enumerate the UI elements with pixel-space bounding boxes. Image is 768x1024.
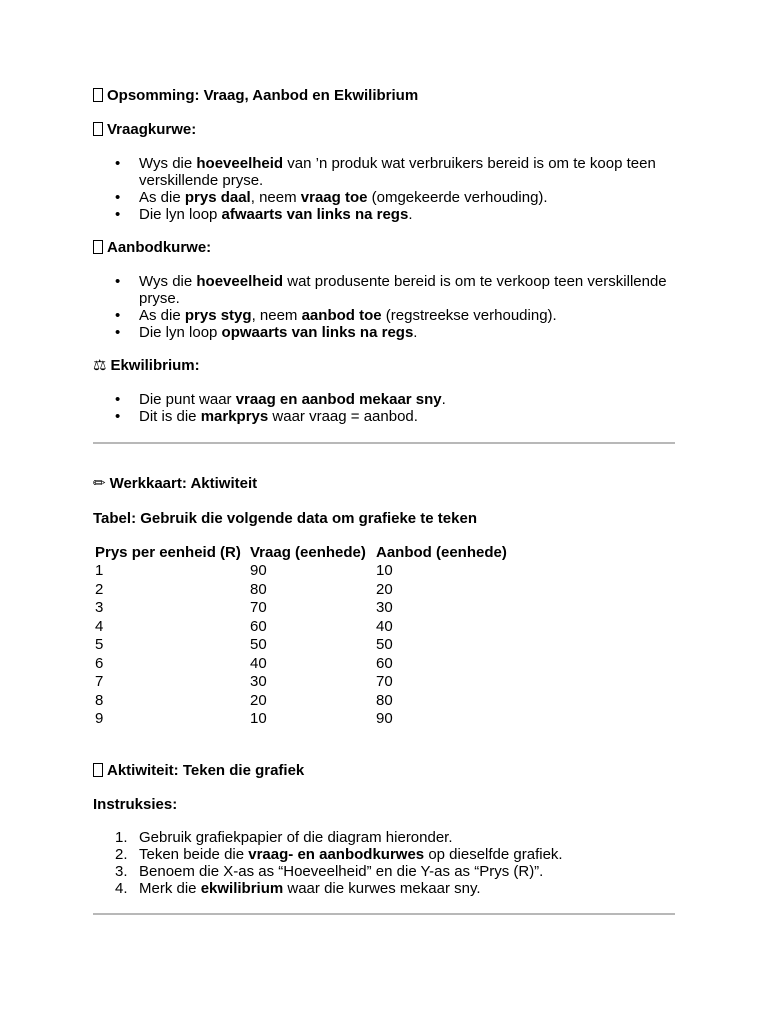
bold-text: opwaarts van links na regs bbox=[221, 324, 414, 341]
table-cell: 3 bbox=[95, 599, 104, 616]
column-header: Prys per eenheid (R) bbox=[95, 544, 241, 561]
table-cell: 80 bbox=[250, 580, 267, 598]
missing-glyph-icon bbox=[93, 88, 103, 102]
list-item bbox=[93, 189, 676, 206]
bold-text: prys styg bbox=[184, 307, 252, 324]
table-cell: 30 bbox=[250, 673, 267, 690]
table-cell: 2 bbox=[95, 580, 104, 598]
table-row bbox=[93, 673, 514, 692]
text: Wys die bbox=[139, 273, 197, 290]
missing-glyph-icon bbox=[93, 240, 103, 254]
text: Gebruik grafiekpapier of die diagram hieronder. bbox=[139, 829, 453, 846]
data-table bbox=[93, 543, 514, 729]
table-cell: 4 bbox=[95, 617, 104, 635]
table-cell: 10 bbox=[376, 562, 393, 579]
item-number: 3. bbox=[115, 863, 128, 880]
worksheet-title: ✏ Werkkaart: Aktiwiteit bbox=[93, 475, 258, 492]
instructions-list bbox=[93, 829, 676, 897]
text: Die lyn loop bbox=[139, 206, 222, 223]
text: Merk die bbox=[139, 880, 201, 897]
text: As die bbox=[139, 307, 185, 324]
bold-text: markprys bbox=[200, 408, 269, 425]
table-row bbox=[93, 710, 514, 729]
table-cell: 70 bbox=[250, 599, 267, 616]
instruction-item bbox=[93, 846, 676, 863]
table-cell: 40 bbox=[250, 654, 267, 672]
instructions-heading: Instruksies: bbox=[93, 796, 178, 813]
text: Dit is die bbox=[139, 408, 201, 425]
text: Teken beide die bbox=[139, 846, 249, 863]
text: (regstreekse verhouding). bbox=[381, 307, 557, 324]
table-cell: 7 bbox=[95, 673, 104, 690]
text: Wys die bbox=[139, 155, 197, 172]
table-row bbox=[93, 692, 514, 711]
table-cell: 70 bbox=[376, 673, 393, 690]
table-cell: 50 bbox=[376, 636, 393, 653]
table-cell: 20 bbox=[376, 580, 393, 598]
text: . bbox=[441, 391, 446, 408]
missing-glyph-icon bbox=[93, 122, 103, 136]
summary-title: Opsomming: Vraag, Aanbod en Ekwilibrium bbox=[93, 87, 418, 105]
list-item bbox=[93, 206, 676, 223]
item-number: 2. bbox=[115, 846, 128, 863]
list-item bbox=[93, 273, 676, 307]
bold-text: ekwilibrium bbox=[200, 880, 284, 897]
table-row bbox=[93, 655, 514, 674]
table-cell: 10 bbox=[250, 710, 267, 727]
table-row bbox=[93, 581, 514, 600]
bold-text: vraag toe bbox=[300, 189, 368, 206]
text: waar vraag = aanbod. bbox=[268, 408, 418, 425]
text: wat produsente bereid is om te verkoop teen verskillende pryse. bbox=[139, 273, 667, 307]
equilibrium-list bbox=[93, 391, 676, 425]
list-item bbox=[93, 155, 676, 189]
text: Benoem die X-as as “Hoeveelheid” en die Y-as as “Prys (R)”. bbox=[139, 863, 544, 880]
bold-text: aanbod toe bbox=[301, 307, 382, 324]
demand-heading: Vraagkurwe: bbox=[93, 121, 196, 139]
instruction-item bbox=[93, 863, 676, 880]
column-header: Aanbod (eenhede) bbox=[376, 544, 507, 561]
table-cell: 1 bbox=[95, 562, 104, 579]
text: (omgekeerde verhouding). bbox=[367, 189, 548, 206]
missing-glyph-icon bbox=[93, 763, 103, 777]
table-row bbox=[93, 599, 514, 618]
table-row bbox=[93, 636, 514, 655]
item-number: 1. bbox=[115, 829, 128, 846]
table-cell: 90 bbox=[250, 562, 267, 579]
table-cell: 6 bbox=[95, 654, 104, 672]
equilibrium-heading: ⚖ Ekwilibrium: bbox=[93, 357, 200, 374]
text: van ’n produk wat verbruikers bereid is om te koop teen verskillende pryse. bbox=[139, 155, 656, 189]
bold-text: prys daal bbox=[184, 189, 251, 206]
table-cell: 50 bbox=[250, 636, 267, 653]
item-number: 4. bbox=[115, 880, 128, 897]
text: waar die kurwes mekaar sny. bbox=[283, 880, 481, 897]
text: Die punt waar bbox=[139, 391, 236, 408]
table-cell: 90 bbox=[376, 710, 393, 727]
text: , neem bbox=[251, 307, 302, 324]
text: . bbox=[413, 324, 418, 341]
table-cell: 5 bbox=[95, 636, 104, 653]
scales-icon: ⚖ bbox=[93, 357, 107, 374]
table-cell: 30 bbox=[376, 599, 393, 616]
list-item bbox=[93, 391, 676, 408]
demand-list bbox=[93, 155, 676, 223]
bold-text: hoeveelheid bbox=[196, 155, 284, 172]
table-row bbox=[93, 618, 514, 637]
table-cell: 80 bbox=[376, 691, 393, 709]
column-header: Vraag (eenhede) bbox=[250, 544, 366, 561]
bold-text: hoeveelheid bbox=[196, 273, 284, 290]
text: As die bbox=[139, 189, 185, 206]
text: Die lyn loop bbox=[139, 324, 222, 341]
text: op dieselfde grafiek. bbox=[424, 846, 563, 863]
instruction-item bbox=[93, 880, 676, 897]
text: , neem bbox=[250, 189, 301, 206]
divider bbox=[93, 913, 675, 915]
table-cell: 9 bbox=[95, 710, 104, 727]
activity-title: Aktiwiteit: Teken die grafiek bbox=[93, 762, 304, 780]
supply-list bbox=[93, 273, 676, 341]
table-body bbox=[93, 562, 514, 729]
instruction-item bbox=[93, 829, 676, 846]
text: . bbox=[408, 206, 413, 223]
table-cell: 60 bbox=[250, 617, 267, 635]
table-title: Tabel: Gebruik die volgende data om grafieke te teken bbox=[93, 510, 477, 527]
bold-text: vraag- en aanbodkurwes bbox=[248, 846, 425, 863]
table-row bbox=[93, 562, 514, 581]
divider bbox=[93, 442, 675, 444]
pencil-icon: ✏ bbox=[93, 475, 106, 492]
table-cell: 40 bbox=[376, 617, 393, 635]
table-cell: 60 bbox=[376, 654, 393, 672]
list-item bbox=[93, 307, 676, 324]
bold-text: vraag en aanbod mekaar sny bbox=[235, 391, 442, 408]
supply-heading: Aanbodkurwe: bbox=[93, 239, 211, 257]
table-cell: 8 bbox=[95, 691, 104, 709]
list-item bbox=[93, 408, 676, 425]
bold-text: afwaarts van links na regs bbox=[221, 206, 409, 223]
table-header-row bbox=[93, 543, 514, 562]
table-cell: 20 bbox=[250, 691, 267, 709]
list-item bbox=[93, 324, 676, 341]
